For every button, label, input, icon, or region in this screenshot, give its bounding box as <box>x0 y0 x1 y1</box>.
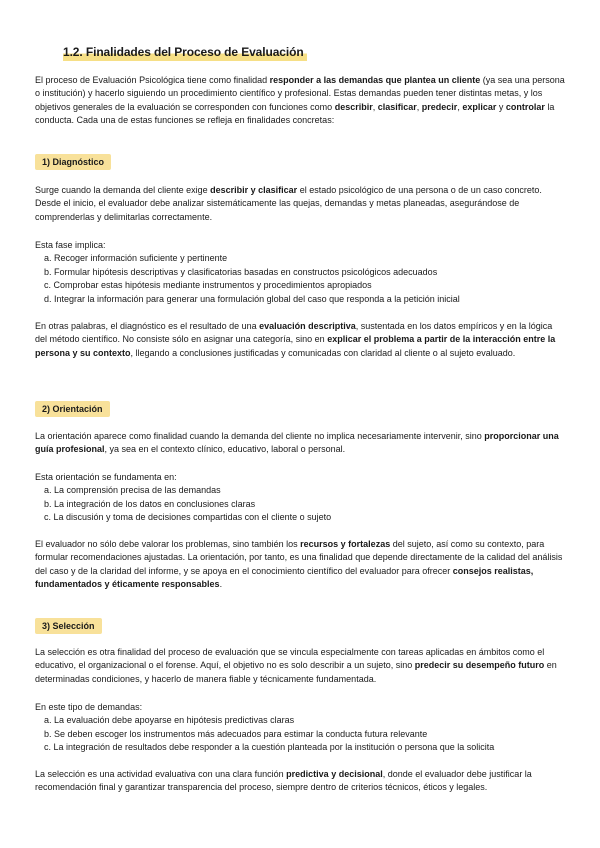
list-item: a. La evaluación debe apoyarse en hipótesis predictivas claras <box>44 715 295 725</box>
seleccion-paragraph-2: La selección es una actividad evaluativa con una clara función predictiva y decisional, donde el evaluador debe justificar la recomendación final y garantizar transparencia del proceso, siempre dentro de criterios técnicos, éticos y legales. <box>35 769 532 793</box>
list-item: c. La integración de resultados debe responder a la cuestión planteada por la institución o persona que la solicita <box>44 742 495 753</box>
orientacion-lead: Esta orientación se fundamenta en: <box>35 472 177 482</box>
diagnostico-list <box>44 252 564 306</box>
list-item: d. Integrar la información para generar una formulación global del caso que responda a la petición inicial <box>44 293 460 304</box>
seleccion-list <box>44 714 564 755</box>
diagnostico-paragraph-2: En otras palabras, el diagnóstico es el resultado de una evaluación descriptiva, sustentada en los datos empíricos y en la lógica del método científico. No consiste sólo en asignar una categoría, sino en explicar el problema a partir de la interacción entre la persona y su contexto, llegando a conclusiones justificadas y comunicadas con claridad al cliente o al sujeto evaluado. <box>35 321 556 358</box>
list-item: c. La discusión y toma de decisiones compartidas con el cliente o sujeto <box>44 512 332 523</box>
list-item: a. La comprensión precisa de las demandas <box>44 485 221 495</box>
list-item: a. Recoger información suficiente y pertinente <box>44 253 228 263</box>
seleccion-paragraph-1: La selección es otra finalidad del proceso de evaluación que se vincula especialmente con tareas aplicadas en ámbitos como el educativo, el organizacional o el forense. Aquí, el objetivo no es solo describir a un sujeto, sino predecir su desempeño futuro en determinadas condiciones, y hacerlo de manera fiable y técnicamente fundamentada. <box>35 647 557 684</box>
section-badge-diagnostico: 1) Diagnóstico <box>35 154 111 170</box>
section-title: 1.2. Finalidades del Proceso de Evaluación <box>63 44 307 61</box>
list-item: b. Se deben escoger los instrumentos más adecuados para estimar la conducta futura relevante <box>44 728 428 739</box>
diagnostico-paragraph-1: Surge cuando la demanda del cliente exige describir y clasificar el estado psicológico de una persona o de un caso concreto. Desde el inicio, el evaluador debe analizar sistemáticamente las quejas, demandas y metas planeadas, asegurándose de comprenderlas y delimitarlas correctamente. <box>35 185 542 222</box>
list-item: b. Formular hipótesis descriptivas y clasificatorias basadas en constructos psicológicos adecuados <box>44 266 438 277</box>
diagnostico-lead: Esta fase implica: <box>35 240 106 250</box>
section-badge-seleccion: 3) Selección <box>35 618 102 634</box>
intro-paragraph: El proceso de Evaluación Psicológica tiene como finalidad responder a las demandas que plantea un cliente (ya sea una persona o institución) y hacerlo siguiendo un procedimiento científico y profesional. Estas demandas pueden tener distintas metas, y los objetivos generales de la evaluación se corresponden con funciones como describir, clasificar, predecir, explicar y controlar la conducta. Cada una de estas funciones se refleja en finalidades concretas: <box>35 75 565 126</box>
orientacion-list <box>44 484 564 525</box>
orientacion-paragraph-2: El evaluador no sólo debe valorar los problemas, sino también los recursos y fortalezas del sujeto, así como su contexto, para formular recomendaciones ajustadas. La orientación, por tanto, es una finalidad que depende directamente de la calidad del análisis del caso y de la claridad del informe, y se apoya en el conocimiento científico del evaluador para ofrecer consejos realistas, fundamentados y éticamente responsables. <box>35 539 563 590</box>
seleccion-lead: En este tipo de demandas: <box>35 702 143 712</box>
list-item: c. Comprobar estas hipótesis mediante instrumentos y procedimientos apropiados <box>44 280 372 291</box>
list-item: b. La integración de los datos en conclusiones claras <box>44 498 256 509</box>
section-badge-orientacion: 2) Orientación <box>35 401 110 417</box>
orientacion-paragraph-1: La orientación aparece como finalidad cuando la demanda del cliente no implica necesariamente intervenir, sino proporcionar una guía profesional, ya sea en el contexto clínico, educativo, laboral o personal. <box>35 431 559 455</box>
